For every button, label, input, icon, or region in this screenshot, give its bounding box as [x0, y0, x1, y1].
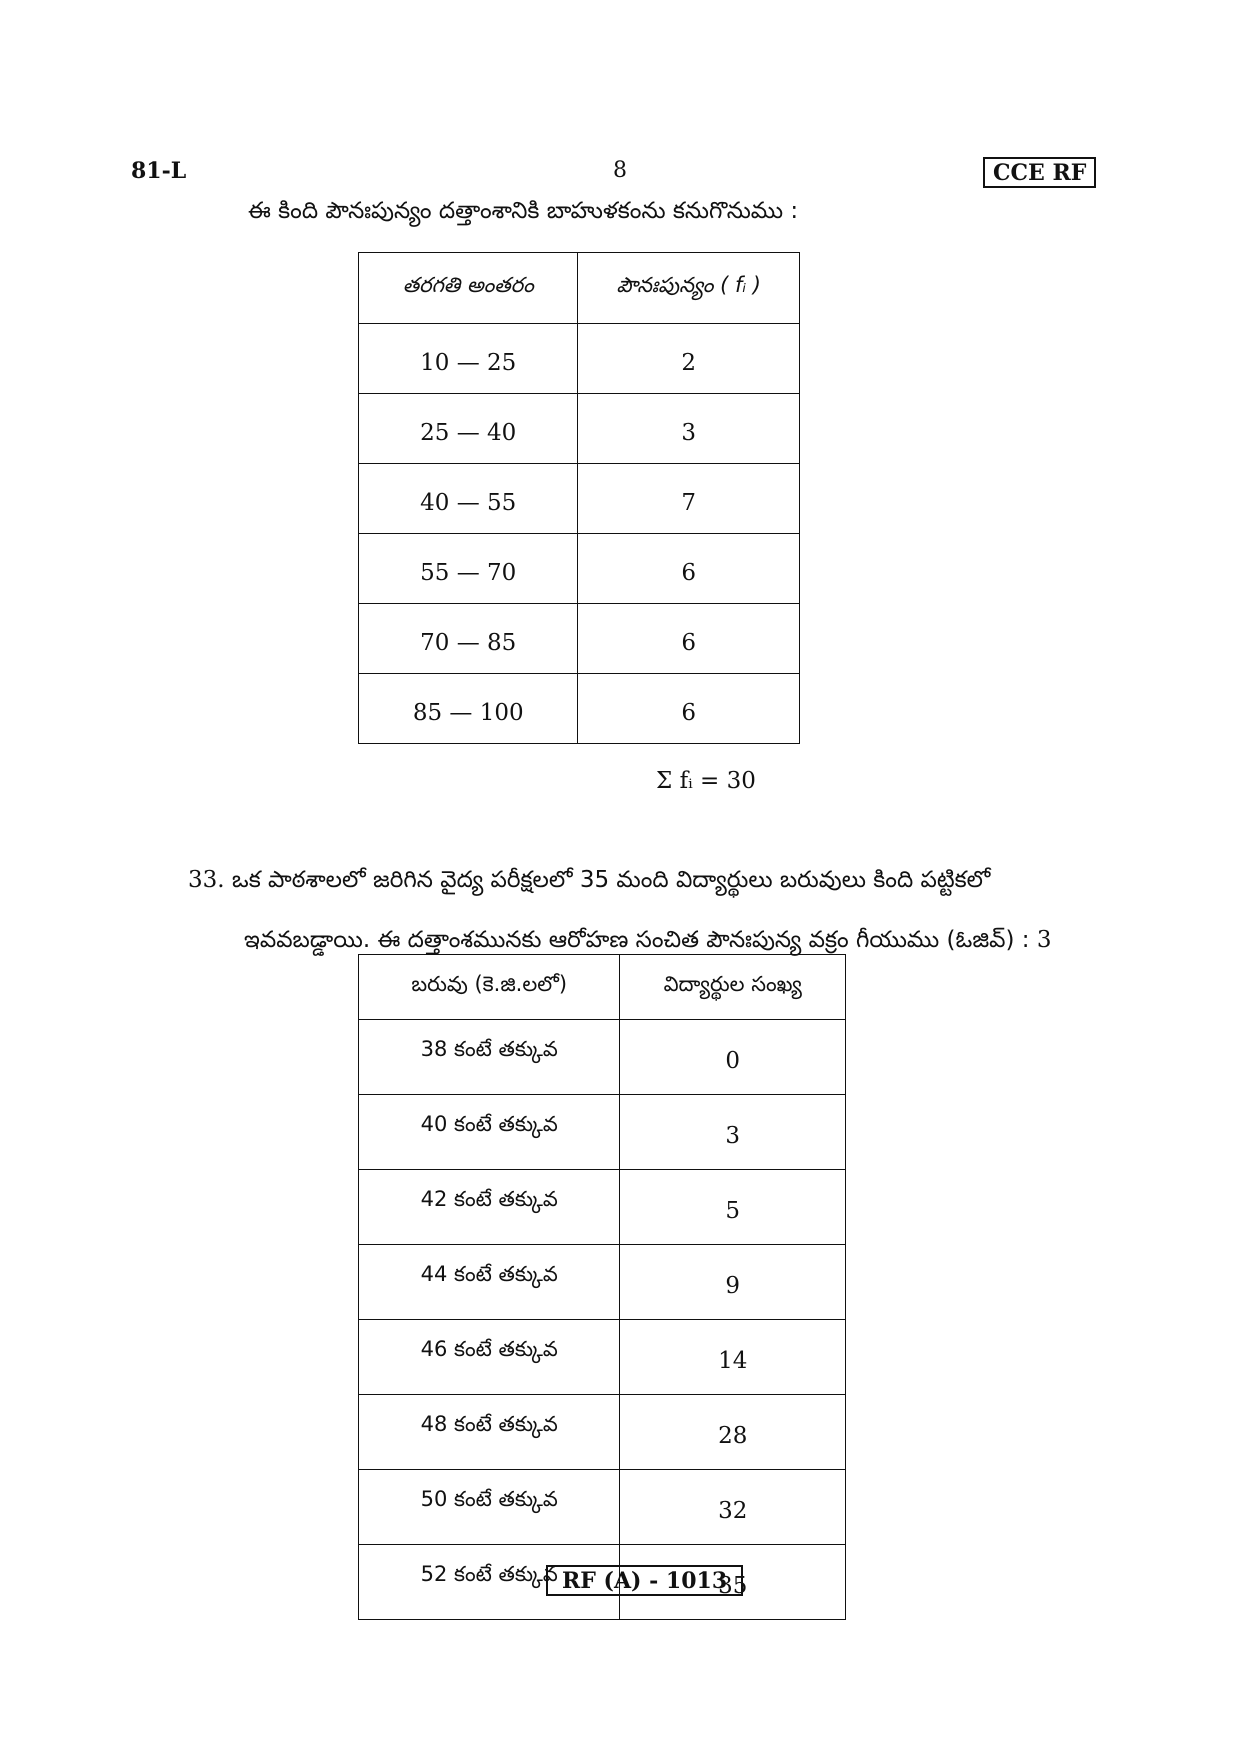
frequency-cell: 2	[578, 324, 800, 394]
frequency-sum: Σ fᵢ = 30	[656, 768, 756, 794]
weight-cell: 50 కంటే తక్కువ	[359, 1470, 620, 1545]
frequency-cell: 6	[578, 674, 800, 744]
footer-code: RF (A) - 1013	[546, 1565, 743, 1596]
question-marks: 3	[1036, 927, 1052, 953]
table-row	[359, 324, 800, 394]
class-interval-cell: 70 — 85	[359, 604, 578, 674]
frequency-cell: 6	[578, 604, 800, 674]
weight-cell: 48 కంటే తక్కువ	[359, 1395, 620, 1470]
question-intro-text: ఈ కింది పౌనఃపున్యం దత్తాంశానికి బాహుళకంను కనుగొనుము :	[248, 198, 799, 224]
weight-cell: 46 కంటే తక్కువ	[359, 1320, 620, 1395]
frequency-cell: 3	[578, 394, 800, 464]
table-row	[359, 1395, 846, 1470]
table-row	[359, 1245, 846, 1320]
student-count-cell: 28	[620, 1395, 846, 1470]
frequency-header: పౌనఃపున్యం ( fᵢ )	[578, 253, 800, 324]
page-number: 8	[613, 158, 627, 183]
table-row	[359, 394, 800, 464]
class-interval-cell: 25 — 40	[359, 394, 578, 464]
frequency-cell: 7	[578, 464, 800, 534]
weight-cell: 44 కంటే తక్కువ	[359, 1245, 620, 1320]
student-count-cell: 9	[620, 1245, 846, 1320]
table-row	[359, 1095, 846, 1170]
frequency-cell: 6	[578, 534, 800, 604]
table-row	[359, 1470, 846, 1545]
exam-badge: CCE RF	[983, 157, 1096, 188]
class-interval-cell: 10 — 25	[359, 324, 578, 394]
weight-header: బరువు (కె.జి.లలో)	[359, 955, 620, 1020]
student-count-cell: 3	[620, 1095, 846, 1170]
table-row	[359, 1320, 846, 1395]
student-count-cell: 32	[620, 1470, 846, 1545]
question-33	[188, 850, 1118, 970]
question-number: 33.	[188, 867, 225, 893]
table-row	[359, 604, 800, 674]
student-count-header: విద్యార్థుల సంఖ్య	[620, 955, 846, 1020]
student-count-cell: 5	[620, 1170, 846, 1245]
table-row	[359, 674, 800, 744]
question-33-text-1: ఒక పాఠశాలలో జరిగిన వైద్య పరీక్షలలో 35 మంది విద్యార్థులు బరువులు కింది పట్టికలో	[231, 867, 991, 893]
table-row	[359, 1020, 846, 1095]
class-interval-cell: 40 — 55	[359, 464, 578, 534]
class-interval-cell: 55 — 70	[359, 534, 578, 604]
question-33-text-2: ఇవవబడ్డాయి. ఈ దత్తాంశమునకు ఆరోహణ సంచిత పౌనఃపున్య వక్రం గీయుము (ఓజివ్) :	[244, 927, 1030, 953]
student-count-cell: 0	[620, 1020, 846, 1095]
weight-cell: 52 కంటే తక్కువ	[359, 1545, 620, 1620]
class-interval-cell: 85 — 100	[359, 674, 578, 744]
question-33-line-1	[188, 850, 1118, 910]
student-count-cell: 14	[620, 1320, 846, 1395]
cumulative-frequency-table	[358, 954, 846, 1620]
weight-cell: 40 కంటే తక్కువ	[359, 1095, 620, 1170]
weight-cell: 38 కంటే తక్కువ	[359, 1020, 620, 1095]
paper-code: 81-L	[131, 158, 187, 184]
student-count-cell: 35	[620, 1545, 846, 1620]
table-row	[359, 464, 800, 534]
table-row	[359, 1170, 846, 1245]
class-interval-header: తరగతి అంతరం	[359, 253, 578, 324]
weight-cell: 42 కంటే తక్కువ	[359, 1170, 620, 1245]
table-row	[359, 534, 800, 604]
frequency-table	[358, 252, 800, 744]
